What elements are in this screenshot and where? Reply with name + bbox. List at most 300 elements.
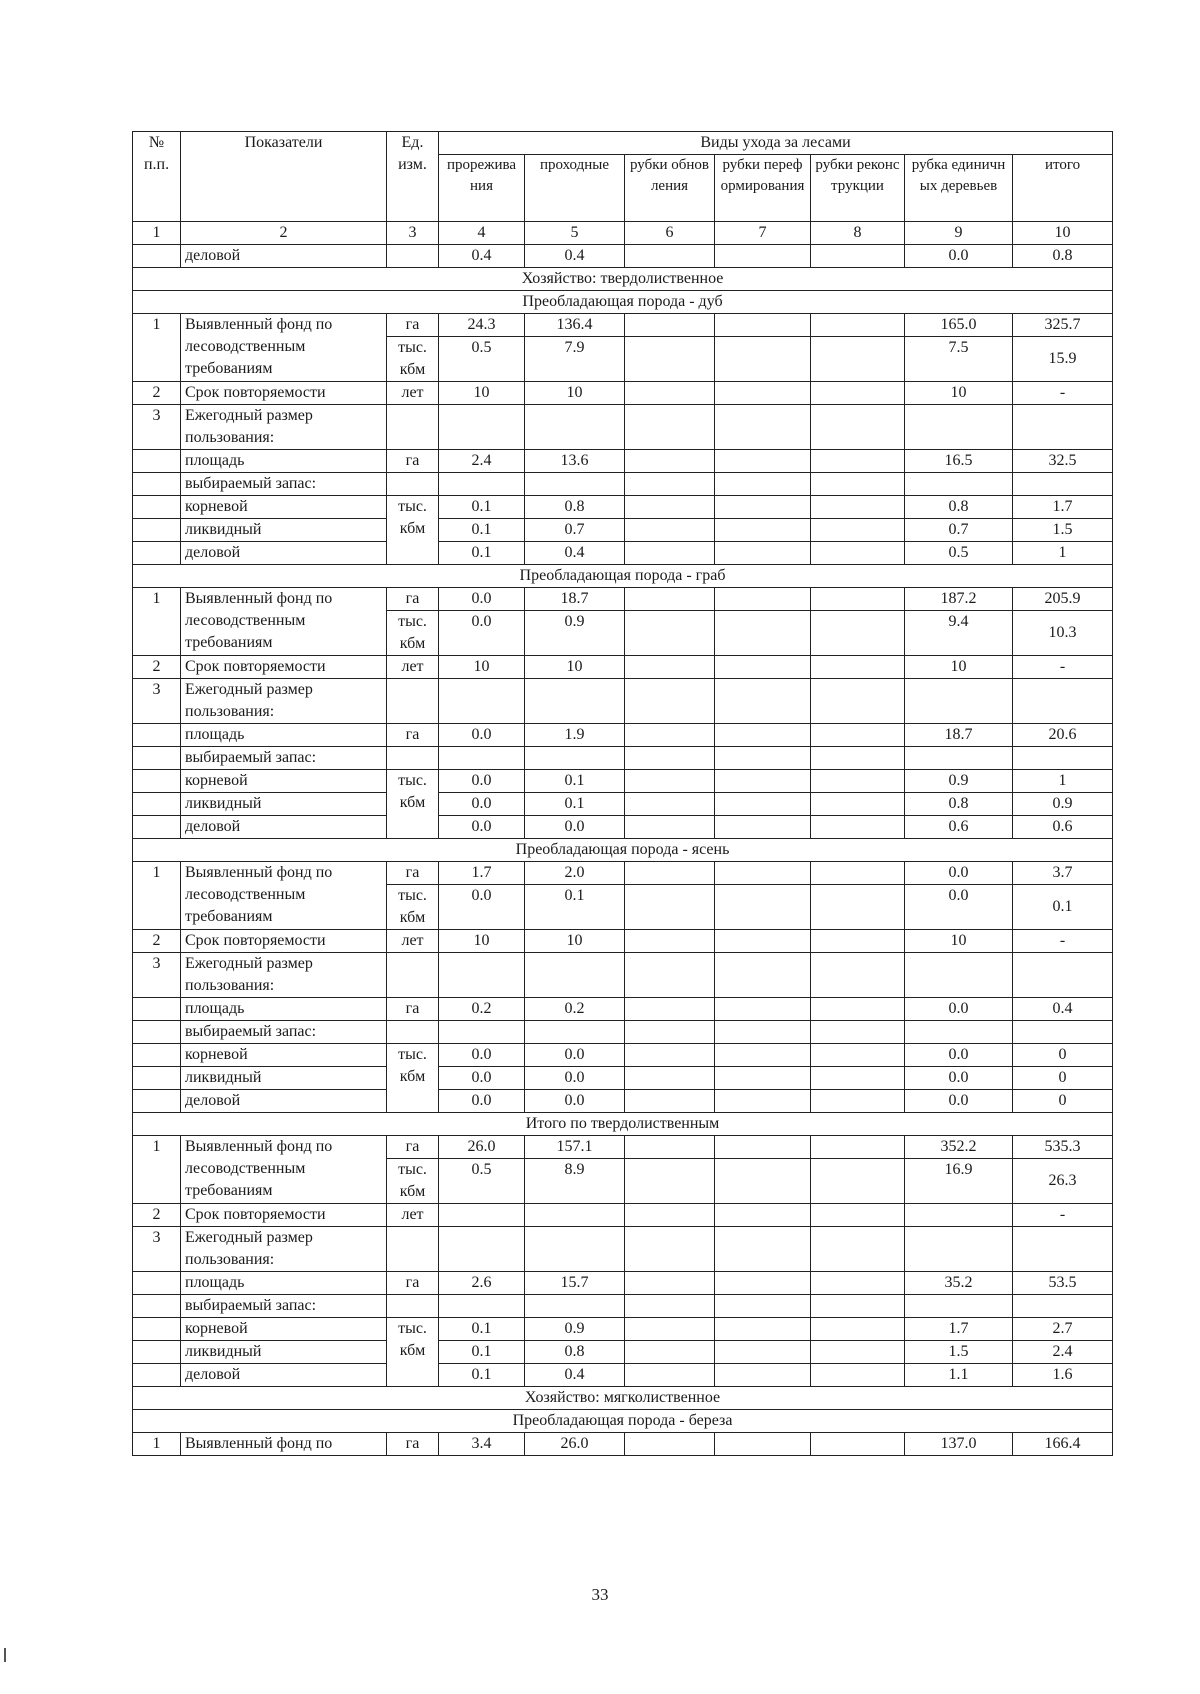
value-cell [905,953,1013,998]
value-cell [525,1204,625,1227]
value-cell: 166.4 [1013,1433,1113,1456]
row-number [133,450,181,473]
value-cell: 137.0 [905,1433,1013,1456]
value-cell [1013,1021,1113,1044]
value-cell [715,1433,811,1456]
value-cell: 0.0 [905,1067,1013,1090]
row-label: Выявленный фонд по лесоводственным требованиям [181,588,387,656]
value-cell [625,862,715,885]
value-cell [715,770,811,793]
value-cell [715,314,811,337]
value-cell: 9.4 [905,611,1013,656]
value-cell [905,679,1013,724]
row-label: Срок повторяемости [181,1204,387,1227]
value-cell [811,337,905,382]
value-cell [625,519,715,542]
value-cell: 0.1 [1013,885,1113,930]
value-cell [715,998,811,1021]
value-cell: 1.7 [1013,496,1113,519]
value-cell: 15.9 [1013,337,1113,382]
value-cell [625,1159,715,1204]
value-cell [439,1295,525,1318]
value-cell [439,679,525,724]
row-unit [387,473,439,496]
value-cell [439,1021,525,1044]
value-cell [715,496,811,519]
table-row [133,245,1113,268]
row-number: 1 [133,862,181,930]
value-cell: 352.2 [905,1136,1013,1159]
section-heading: Преобладающая порода - береза [133,1410,1113,1433]
row-number [133,245,181,268]
table-row [133,1090,1113,1113]
table-row [133,1364,1113,1387]
value-cell [905,405,1013,450]
value-cell [625,1341,715,1364]
header-num: № п.п. [133,132,181,222]
value-cell: 0.1 [439,496,525,519]
value-cell [811,1433,905,1456]
value-cell [1013,953,1113,998]
value-cell: 187.2 [905,588,1013,611]
value-cell [625,1433,715,1456]
table-row [133,1227,1113,1272]
value-cell: 0.1 [439,1318,525,1341]
value-cell [625,337,715,382]
row-number [133,1021,181,1044]
value-cell [811,1318,905,1341]
column-number: 1 [133,222,181,245]
table-row [133,770,1113,793]
table-row [133,473,1113,496]
value-cell: 10 [439,930,525,953]
value-cell: 7.9 [525,337,625,382]
value-cell [811,1272,905,1295]
value-cell [439,1204,525,1227]
value-cell: 0 [1013,1067,1113,1090]
table-row [133,1021,1113,1044]
value-cell [525,679,625,724]
value-cell [811,473,905,496]
row-number [133,770,181,793]
table-row [133,1295,1113,1318]
value-cell [439,953,525,998]
row-unit: тыс. кбм [387,1318,439,1387]
value-cell [811,496,905,519]
row-number [133,1090,181,1113]
value-cell [1013,405,1113,450]
value-cell [811,998,905,1021]
row-number [133,496,181,519]
column-number: 3 [387,222,439,245]
value-cell [811,314,905,337]
row-unit: лет [387,1204,439,1227]
value-cell: 0.0 [525,1067,625,1090]
value-cell [525,747,625,770]
value-cell: 1 [1013,770,1113,793]
value-cell [811,1227,905,1272]
value-cell [715,885,811,930]
value-cell: 10 [525,382,625,405]
value-cell [625,1272,715,1295]
value-cell [1013,1227,1113,1272]
value-cell: 0 [1013,1044,1113,1067]
value-cell [625,314,715,337]
value-cell [811,930,905,953]
column-number: 9 [905,222,1013,245]
value-cell: 0.0 [905,1044,1013,1067]
value-cell [811,1295,905,1318]
row-label: Выявленный фонд по [181,1433,387,1456]
section-heading: Преобладающая порода - граб [133,565,1113,588]
value-cell [625,679,715,724]
row-number [133,1272,181,1295]
value-cell: 0.0 [439,793,525,816]
header-col: прореживания [439,155,525,222]
value-cell [905,1295,1013,1318]
value-cell [715,1136,811,1159]
value-cell: 0.0 [439,611,525,656]
value-cell [525,1227,625,1272]
table-row [133,998,1113,1021]
row-number [133,1067,181,1090]
row-number: 2 [133,930,181,953]
value-cell: 2.4 [439,450,525,473]
table-row [133,862,1113,885]
value-cell: 1.1 [905,1364,1013,1387]
value-cell: 10.3 [1013,611,1113,656]
value-cell: - [1013,656,1113,679]
value-cell [811,770,905,793]
value-cell: 1.5 [905,1341,1013,1364]
table-row [133,1044,1113,1067]
table-row [133,1272,1113,1295]
value-cell [811,862,905,885]
value-cell [811,1341,905,1364]
value-cell [811,588,905,611]
value-cell [811,793,905,816]
row-label: корневой [181,770,387,793]
value-cell: 32.5 [1013,450,1113,473]
value-cell [1013,473,1113,496]
value-cell: 0.8 [905,793,1013,816]
value-cell [811,656,905,679]
forest-care-table [132,131,1113,1456]
value-cell: 0.1 [525,793,625,816]
table-row [133,656,1113,679]
value-cell [525,405,625,450]
value-cell [625,245,715,268]
row-label: Ежегодный размер пользования: [181,405,387,450]
value-cell [625,450,715,473]
row-unit: га [387,862,439,885]
value-cell: 0.0 [439,588,525,611]
value-cell: - [1013,930,1113,953]
row-unit: тыс. кбм [387,611,439,656]
value-cell [1013,679,1113,724]
row-unit [387,1021,439,1044]
value-cell: 0.0 [439,1090,525,1113]
table-row [133,291,1113,314]
value-cell [715,747,811,770]
row-unit: лет [387,382,439,405]
value-cell [625,656,715,679]
value-cell [625,998,715,1021]
table-row [133,816,1113,839]
section-heading: Хозяйство: твердолиственное [133,268,1113,291]
value-cell: 0 [1013,1090,1113,1113]
row-label: Выявленный фонд по лесоводственным требованиям [181,314,387,382]
row-unit: га [387,450,439,473]
row-label: ликвидный [181,1341,387,1364]
value-cell [439,1227,525,1272]
value-cell: 0.5 [439,337,525,382]
value-cell: 26.0 [439,1136,525,1159]
value-cell: 0.0 [905,998,1013,1021]
table-row [133,1341,1113,1364]
value-cell [811,245,905,268]
header-col: проходные [525,155,625,222]
value-cell: 1.9 [525,724,625,747]
value-cell: 136.4 [525,314,625,337]
value-cell [811,1067,905,1090]
value-cell: 2.7 [1013,1318,1113,1341]
row-label: деловой [181,816,387,839]
value-cell: 1.7 [439,862,525,885]
row-number: 1 [133,314,181,382]
row-unit [387,245,439,268]
row-label: Срок повторяемости [181,930,387,953]
value-cell [439,405,525,450]
value-cell: 0.7 [525,519,625,542]
table-row [133,1433,1113,1456]
page-number: 33 [591,1585,609,1604]
value-cell: 0.2 [439,998,525,1021]
row-number: 2 [133,1204,181,1227]
value-cell [625,1295,715,1318]
value-cell: 13.6 [525,450,625,473]
value-cell [715,542,811,565]
row-unit: лет [387,930,439,953]
value-cell: 1.7 [905,1318,1013,1341]
table-row [133,588,1113,611]
value-cell: 18.7 [525,588,625,611]
row-unit: тыс. кбм [387,337,439,382]
value-cell: 0.0 [905,245,1013,268]
value-cell: 0.4 [525,542,625,565]
header-indicators: Показатели [181,132,387,222]
table-row [133,1204,1113,1227]
header-col: рубка единичных деревьев [905,155,1013,222]
value-cell [1013,1295,1113,1318]
value-cell: 165.0 [905,314,1013,337]
value-cell: 2.4 [1013,1341,1113,1364]
value-cell: 0.9 [905,770,1013,793]
value-cell: 0.0 [525,816,625,839]
column-number: 8 [811,222,905,245]
value-cell: 8.9 [525,1159,625,1204]
value-cell: 0.1 [525,885,625,930]
value-cell [811,1159,905,1204]
value-cell: 15.7 [525,1272,625,1295]
value-cell: 0.8 [1013,245,1113,268]
row-number: 3 [133,953,181,998]
value-cell: 0.0 [525,1090,625,1113]
value-cell: 24.3 [439,314,525,337]
value-cell: 0.7 [905,519,1013,542]
value-cell [715,816,811,839]
section-heading: Хозяйство: мягколиственное [133,1387,1113,1410]
column-number: 5 [525,222,625,245]
value-cell: 0.2 [525,998,625,1021]
value-cell [811,519,905,542]
row-unit [387,1227,439,1272]
row-number: 3 [133,405,181,450]
value-cell [715,1341,811,1364]
value-cell: 157.1 [525,1136,625,1159]
value-cell [811,382,905,405]
value-cell [715,473,811,496]
value-cell: 0.0 [525,1044,625,1067]
value-cell: 0.8 [525,496,625,519]
value-cell: 0.9 [525,1318,625,1341]
value-cell [715,1227,811,1272]
row-label: выбираемый запас: [181,1021,387,1044]
row-label: ликвидный [181,519,387,542]
header-col: рубки обновления [625,155,715,222]
value-cell [905,1021,1013,1044]
section-heading: Итого по твердолиственным [133,1113,1113,1136]
column-number: 2 [181,222,387,245]
table-row [133,314,1113,337]
row-unit [387,747,439,770]
value-cell [625,382,715,405]
row-number [133,542,181,565]
value-cell [715,1044,811,1067]
table-row [133,1067,1113,1090]
row-number: 2 [133,382,181,405]
row-number: 3 [133,1227,181,1272]
value-cell [811,450,905,473]
table-row [133,930,1113,953]
value-cell: 0.0 [905,862,1013,885]
table-row [133,793,1113,816]
margin-mark [4,1648,6,1662]
value-cell: 26.3 [1013,1159,1113,1204]
table-row [133,1410,1113,1433]
value-cell [811,1136,905,1159]
value-cell: 0.1 [439,1341,525,1364]
header-group: Виды ухода за лесами [439,132,1113,155]
row-number [133,747,181,770]
table-row [133,1387,1113,1410]
value-cell: 1.6 [1013,1364,1113,1387]
value-cell [625,405,715,450]
value-cell [715,450,811,473]
row-number [133,1341,181,1364]
table-row [133,953,1113,998]
header-col: итого [1013,155,1113,222]
value-cell [811,816,905,839]
value-cell: 3.4 [439,1433,525,1456]
value-cell: 2.6 [439,1272,525,1295]
table-row [133,405,1113,450]
header-col: рубки переформирования [715,155,811,222]
value-cell [905,747,1013,770]
row-label: Ежегодный размер пользования: [181,953,387,998]
value-cell [715,1272,811,1295]
value-cell: 0.8 [905,496,1013,519]
value-cell [525,953,625,998]
value-cell: 0.0 [439,1044,525,1067]
value-cell: 0.1 [439,519,525,542]
value-cell: 535.3 [1013,1136,1113,1159]
value-cell [715,519,811,542]
row-number: 1 [133,588,181,656]
value-cell [1013,747,1113,770]
table-row [133,450,1113,473]
column-number: 6 [625,222,715,245]
value-cell [625,473,715,496]
value-cell [905,1227,1013,1272]
row-number [133,816,181,839]
value-cell [811,542,905,565]
value-cell [715,405,811,450]
value-cell [715,930,811,953]
table-row [133,724,1113,747]
row-label: корневой [181,1044,387,1067]
table-row [133,1136,1113,1159]
value-cell [811,885,905,930]
value-cell [625,611,715,656]
value-cell [525,1021,625,1044]
value-cell [905,473,1013,496]
value-cell: 10 [905,382,1013,405]
row-number [133,473,181,496]
row-label: площадь [181,1272,387,1295]
value-cell: 0.5 [905,542,1013,565]
value-cell [715,245,811,268]
value-cell: 16.5 [905,450,1013,473]
table-row [133,382,1113,405]
row-unit: га [387,998,439,1021]
row-label: выбираемый запас: [181,1295,387,1318]
value-cell: 0.5 [439,1159,525,1204]
value-cell [715,862,811,885]
value-cell: 0.1 [439,542,525,565]
value-cell: 26.0 [525,1433,625,1456]
value-cell [811,1044,905,1067]
row-number [133,1318,181,1341]
value-cell [625,953,715,998]
table-row [133,496,1113,519]
value-cell [715,656,811,679]
value-cell [625,1364,715,1387]
value-cell: 16.9 [905,1159,1013,1204]
value-cell [625,930,715,953]
value-cell [625,1021,715,1044]
value-cell: 0.6 [905,816,1013,839]
value-cell [439,747,525,770]
value-cell [715,1295,811,1318]
value-cell [811,953,905,998]
value-cell: 10 [439,382,525,405]
value-cell [905,1204,1013,1227]
value-cell [715,679,811,724]
value-cell [811,679,905,724]
value-cell [715,1067,811,1090]
column-number: 7 [715,222,811,245]
